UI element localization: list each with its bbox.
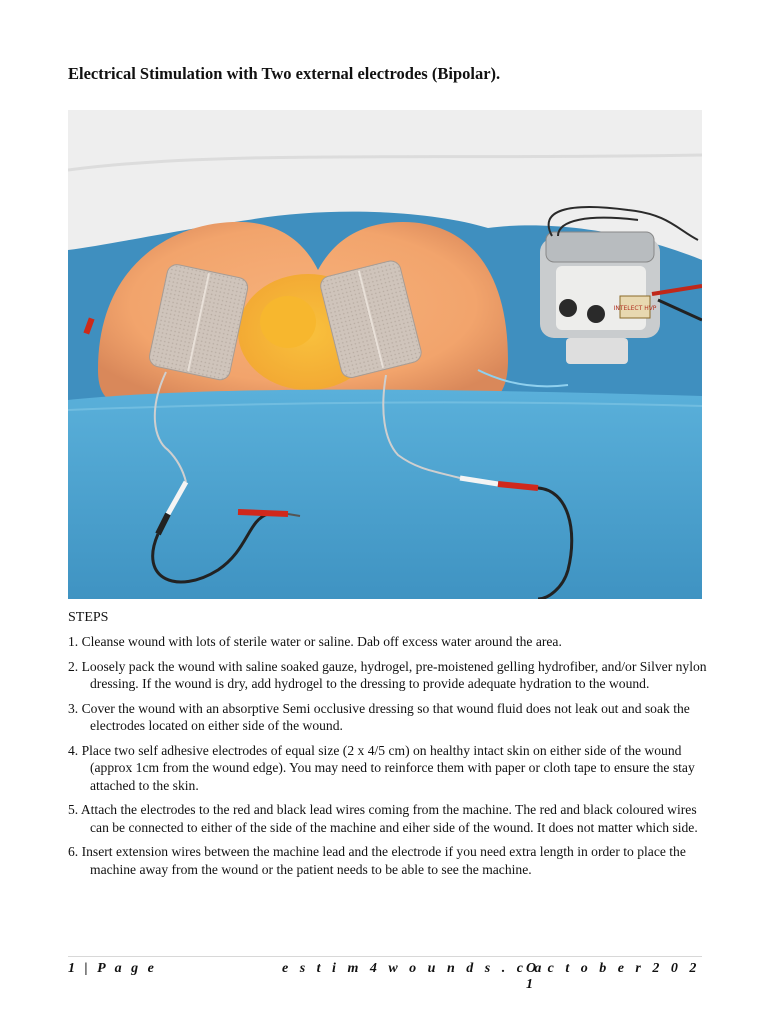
footer-website: e s t i m 4 w o u n d s . c a [282,961,546,976]
footer-date: O c t o b e r 2 0 2 1 [526,961,701,992]
page-title: Electrical Stimulation with Two external electrodes (Bipolar). [68,64,501,83]
steps-list [68,633,708,885]
footer-page-number: 1 | P a g e [68,961,157,976]
step-item: 2. Loosely pack the wound with saline soaked gauze, hydrogel, pre-moistened gelling hydrofiber, and/or Silver nylon dressing. If the wound is dry, add hydrogel to the dressing to provide adequate hydration to the wound. [68,658,707,691]
electrode-setup-photo [68,110,702,599]
step-item: 1. Cleanse wound with lots of sterile water or saline. Dab off excess water around the area. [68,634,562,649]
step-item: 5. Attach the electrodes to the red and black lead wires coming from the machine. The red and black coloured wires can be connected to either of the side of the machine and eiher side of the wound. It does not matter which side. [68,802,698,835]
page-footer [68,956,702,992]
step-item: 3. Cover the wound with an absorptive Semi occlusive dressing so that wound fluid does not leak out and soak the electrodes located on either side of the wound. [68,700,690,733]
step-item: 6. Insert extension wires between the machine lead and the electrode if you need extra length in order to place the machine away from the wound or the patient needs to be able to see the machine. [68,844,686,877]
steps-heading: STEPS [68,610,109,625]
svg-text:INTELECT HVP: INTELECT HVP [613,305,657,312]
step-item: 4. Place two self adhesive electrodes of equal size (2 x 4/5 cm) on healthy intact skin on either side of the wound (approx 1cm from the wound edge). You may need to reinforce them with paper or cloth tape to ensure the stay attached to the skin. [68,742,695,793]
